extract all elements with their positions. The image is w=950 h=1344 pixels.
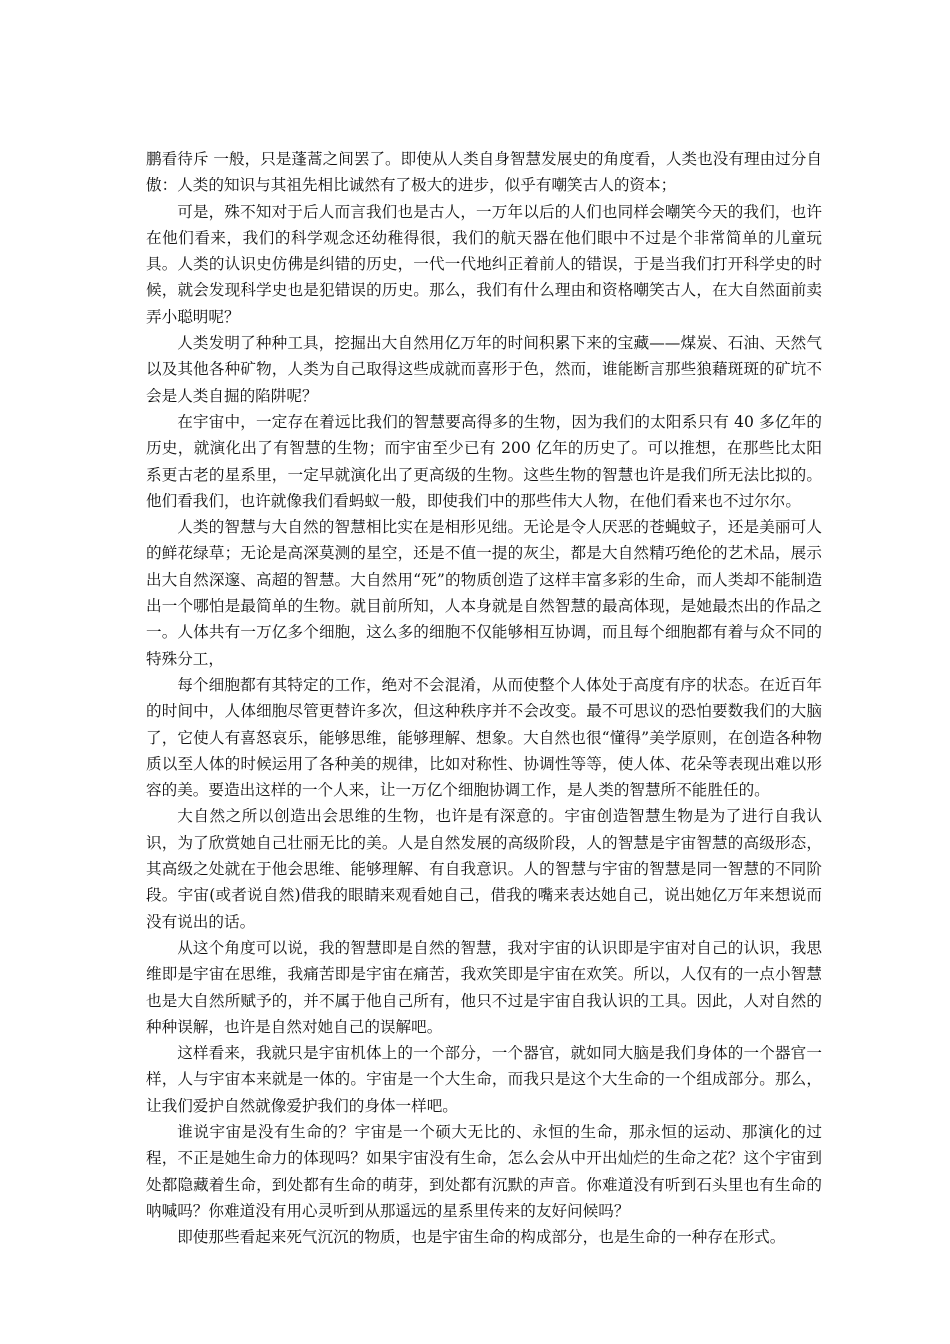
paragraph-11: 即使那些看起来死气沉沉的物质，也是宇宙生命的构成部分，也是生命的一种存在形式。 [177, 1228, 786, 1247]
paragraph-8: 从这个角度可以说，我的智慧即是自然的智慧，我对宇宙的认识即是宇宙对自己的认识，我思维即是宇宙在思维，我痛苦即是宇宙在痛苦，我欢笑即是宇宙在欢笑。所以，人仅有的一点小智慧也是大自然所赋予的，并不属于他自己所有，他只不过是宇宙自我认识的工具。因此，人对自然的种种误解，也许是自然对她自己的误解吧。 [146, 938, 822, 1036]
paragraph-4: 在宇宙中，一定存在着远比我们的智慧要高得多的生物，因为我们的太阳系只有 40 多亿年的历史，就演化出了有智慧的生物；而宇宙至少已有 200 亿年的历史了。可以推想，在那些比太阳系更古老的星系里，一定早就演化出了更高级的生物。这些生物的智慧也许是我们所无法比拟的。他们看我们，也许就像我们看蚂蚁一般，即使我们中的那些伟大人物，在他们看来也不过尔尔。 [146, 412, 822, 510]
paragraph-7: 大自然之所以创造出会思维的生物，也许是有深意的。宇宙创造智慧生物是为了进行自我认识，为了欣赏她自己壮丽无比的美。人是自然发展的高级阶段，人的智慧是宇宙智慧的高级形态，其高级之处就在于他会思维、能够理解、有自我意识。人的智慧与宇宙的智慧是同一智慧的不同阶段。宇宙(或者说自然)借我的眼睛来观看她自己，借我的嘴来表达她自己，说出她亿万年来想说而没有说出的话。 [146, 807, 822, 931]
paragraph-3: 人类发明了种种工具，挖掘出大自然用亿万年的时间积累下来的宝藏——煤炭、石油、天然气以及其他各种矿物，人类为自己取得这些成就而喜形于色，然而，谁能断言那些狼藉斑斑的矿坑不会是人类自掘的陷阱呢？ [146, 334, 822, 405]
paragraph-1: 鹏看待斥 一般，只是蓬蒿之间罢了。即使从人类自身智慧发展史的角度看，人类也没有理由过分自傲：人类的知识与其祖先相比诚然有了极大的进步，似乎有嘲笑古人的资本； [146, 150, 822, 195]
paragraph-2: 可是，殊不知对于后人而言我们也是古人，一万年以后的人们也同样会嘲笑今天的我们，也许在他们看来，我们的科学观念还幼稚得很，我们的航天器在他们眼中不过是个非常简单的儿童玩具。人类的认识史仿佛是纠错的历史，一代一代地纠正着前人的错误，于是当我们打开科学史的时候，就会发现科学史也是犯错误的历史。那么，我们有什么理由和资格嘲笑古人，在大自然面前卖弄小聪明呢？ [146, 202, 822, 326]
document-body [146, 146, 822, 1250]
paragraph-9: 这样看来，我就只是宇宙机体上的一个部分，一个器官，就如同大脑是我们身体的一个器官一样，人与宇宙本来就是一体的。宇宙是一个大生命，而我只是这个大生命的一个组成部分。那么，让我们爱护自然就像爱护我们的身体一样吧。 [146, 1044, 822, 1115]
paragraph-10: 谁说宇宙是没有生命的？宇宙是一个硕大无比的、永恒的生命，那永恒的运动、那演化的过程，不正是她生命力的体现吗？如果宇宙没有生命，怎么会从中开出灿烂的生命之花？这个宇宙到处都隐藏着生命，到处都有生命的萌芽，到处都有沉默的声音。你难道没有听到石头里也有生命的呐喊吗？你难道没有用心灵听到从那遥远的星系里传来的友好问候吗？ [146, 1122, 822, 1220]
paragraph-5: 人类的智慧与大自然的智慧相比实在是相形见绌。无论是令人厌恶的苍蝇蚊子，还是美丽可人的鲜花绿草；无论是高深莫测的星空，还是不值一提的灰尘，都是大自然精巧绝伦的艺术品，展示出大自然深邃、高超的智慧。大自然用“死”的物质创造了这样丰富多彩的生命，而人类却不能制造出一个哪怕是最简单的生物。就目前所知，人本身就是自然智慧的最高体现，是她最杰出的作品之一。人体共有一万亿多个细胞，这么多的细胞不仅能够相互协调，而且每个细胞都有着与众不同的特殊分工， [146, 518, 822, 668]
paragraph-6: 每个细胞都有其特定的工作，绝对不会混淆，从而使整个人体处于高度有序的状态。在近百年的时间中，人体细胞尽管更替许多次，但这种秩序并不会改变。最不可思议的恐怕要数我们的大脑了，它使人有喜怒哀乐，能够思维，能够理解、想象。大自然也很“懂得”美学原则，在创造各种物质以至人体的时候运用了各种美的规律，比如对称性、协调性等等，使人体、花朵等表现出难以形容的美。要造出这样的一个人来，让一万亿个细胞协调工作，是人类的智慧所不能胜任的。 [146, 675, 822, 800]
